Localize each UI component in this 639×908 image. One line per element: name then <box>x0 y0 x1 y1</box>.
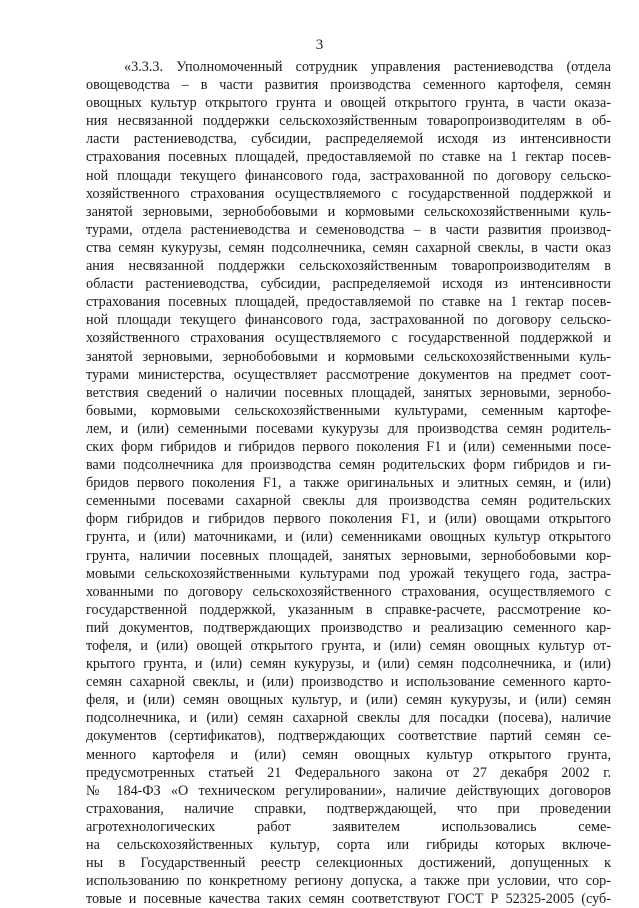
text-line: государственной поддержкой, указанным в справке-расчете, рассмотрение ко- <box>86 601 611 618</box>
text-line: турами министерства, осуществляет рассмотрение документов на предмет соот- <box>86 366 611 383</box>
text-line: вами подсолнечника для производства семян родительских форм гибридов и ги- <box>86 457 611 474</box>
page-number: 3 <box>315 37 324 53</box>
text-line: хозяйственного страхования осуществляемого с государственной поддержкой и <box>86 185 611 202</box>
text-line: подсолнечника, и (или) семян сахарной свеклы для посадки (посева), наличие <box>86 710 611 727</box>
text-line: документов (сертификатов), подтверждающих соответствие партий семян се- <box>86 728 611 745</box>
text-line: менного картофеля и (или) семян овощных культур открытого грунта, <box>86 746 611 763</box>
text-line: форм гибридов и гибридов первого поколения F1, и (или) овощами открытого <box>86 511 611 528</box>
text-line: семенными посевами сахарной свеклы для производства семян родительских <box>86 493 611 510</box>
body-paragraph <box>86 58 611 908</box>
text-line: грунта, и (или) маточниками, и (или) семенниками овощных культур открытого <box>86 529 611 546</box>
text-line: хованными по договору сельскохозяйственного страхования, осуществляемого с <box>86 583 611 600</box>
text-line: бовыми, кормовыми сельскохозяйственными культурами, семенным картофе- <box>86 402 611 419</box>
text-line: использованию по конкретному региону допуска, а также при условии, что сор- <box>86 873 611 890</box>
text-line: предусмотренных статьей 21 Федерального закона от 27 декабря 2002 г. <box>86 764 611 781</box>
text-line: страхования посевных площадей, предоставляемой по ставке на 1 гектар посев- <box>86 294 611 311</box>
text-line: ной площади текущего финансового года, застрахованной по договору сельско- <box>86 312 611 329</box>
text-line: пий документов, подтверждающих производство и реализацию семенного кар- <box>86 619 611 636</box>
text-line: крытого грунта, и (или) семян кукурузы, и (или) семян подсолнечника, и (или) <box>86 656 611 673</box>
text-line: хозяйственного страхования осуществляемого с государственной поддержкой и <box>86 330 611 347</box>
text-line: ласти растениеводства, субсидии, распределяемой исходя из интенсивности <box>86 131 611 148</box>
text-line: «3.3.3. Уполномоченный сотрудник управления растениеводства (отдела <box>124 59 611 75</box>
text-line: грунта, наличии посевных площадей, занятых зерновыми, зернобобовыми кор- <box>86 547 611 564</box>
text-line: ной площади текущего финансового года, застрахованной по договору сельско- <box>86 167 611 184</box>
text-line: овощных культур открытого грунта и овощей открытого грунта, в части оказа- <box>86 95 611 112</box>
text-line: № 184-ФЗ «О техническом регулировании», наличие действующих договоров <box>86 782 611 799</box>
text-line: на сельскохозяйственных культур, сорта или гибриды которых включе- <box>86 837 611 854</box>
text-line: мовыми сельскохозяйственными культурами под урожай текущего года, застра- <box>86 565 611 582</box>
text-line: лем, и (или) семенными посевами кукурузы для производства семян родитель- <box>86 420 611 437</box>
text-line: тофеля, и (или) овощей открытого грунта, и (или) семян овощных культур от- <box>86 638 611 654</box>
text-line: занятой зерновыми, зернобобовыми и кормовыми сельскохозяйственными куль- <box>86 348 611 365</box>
text-line: овощеводства – в части развития производства семенного картофеля, семян <box>86 77 611 94</box>
text-line: бридов первого поколения F1, а также оригинальных и элитных семян, и (или) <box>86 475 611 492</box>
text-line: ания несвязанной поддержки сельскохозяйственным товаропроизводителям в <box>86 258 611 275</box>
text-line: семян сахарной свеклы, и (или) производство и использование семенного карто- <box>86 674 611 691</box>
text-line: феля, и (или) семян овощных культур, и (или) семян кукурузы, и (или) семян <box>86 692 611 709</box>
text-line: области растениеводства, субсидии, распределяемой исходя из интенсивности <box>86 276 611 293</box>
text-line: товые и посевные качества таких семян соответствуют ГОСТ Р 52325-2005 (суб- <box>86 891 611 908</box>
text-line: ветствия сведений о наличии посевных площадей, занятых зерновыми, зернобо- <box>86 384 611 401</box>
text-line: турами, отдела растениеводства и семеноводства – в части развития производ- <box>86 221 611 238</box>
text-line: ских форм гибридов и гибридов первого поколения F1 и (или) семенными посе- <box>86 438 611 455</box>
text-line: ны в Государственный реестр селекционных достижений, допущенных к <box>86 855 611 872</box>
text-line: агротехнологических работ заявителем использовались семе- <box>86 818 611 835</box>
text-line: страхования посевных площадей, предоставляемой по ставке на 1 гектар посев- <box>86 149 611 166</box>
text-line: ства семян кукурузы, семян подсолнечника, семян сахарной свеклы, в части оказ <box>86 239 611 256</box>
text-line: ния несвязанной поддержки сельскохозяйственным товаропроизводителям в об- <box>86 113 611 130</box>
text-line: страхования, наличие справки, подтверждающей, что при проведении <box>86 800 611 817</box>
text-line: занятой зерновыми, зернобобовыми и кормовыми сельскохозяйственными куль- <box>86 203 611 220</box>
